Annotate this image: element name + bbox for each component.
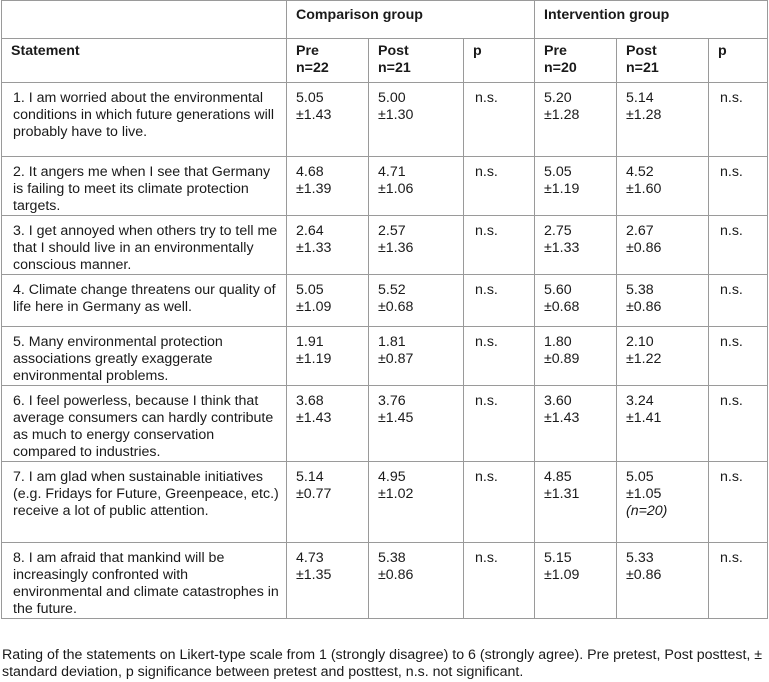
table-row <box>2 157 768 216</box>
intervention-pre-cell: 5.05 ±1.19 <box>535 157 617 216</box>
statement-cell: 7. I am glad when sustainable initiatives (e.g. Fridays for Future, Greenpeace, etc.) receive a lot of public attention. <box>2 462 287 543</box>
intervention-pre-cell: 2.75 ±1.33 <box>535 216 617 275</box>
intervention-post-cell: 5.05 ±1.05 (n=20) <box>617 462 709 543</box>
statement-cell: 8. I am afraid that mankind will be increasingly confronted with environmental and climate catastrophes in the future. <box>2 543 287 619</box>
comparison-p-cell: n.s. <box>464 327 535 386</box>
statement-cell: 5. Many environmental protection associations greatly exaggerate environmental problems. <box>2 327 287 386</box>
table-row <box>2 83 768 157</box>
header-comparison-pre: Pre n=22 <box>287 39 369 83</box>
intervention-post-cell: 5.38 ±0.86 <box>617 275 709 327</box>
intervention-post-cell: 3.24 ±1.41 <box>617 386 709 462</box>
header-intervention-post: Post n=21 <box>617 39 709 83</box>
comparison-p-cell: n.s. <box>464 543 535 619</box>
comparison-post-cell: 5.00 ±1.30 <box>369 83 464 157</box>
comparison-p-cell: n.s. <box>464 462 535 543</box>
statement-cell: 4. Climate change threatens our quality of life here in Germany as well. <box>2 275 287 327</box>
intervention-p-cell: n.s. <box>709 543 768 619</box>
sample-size-note: (n=20) <box>626 503 668 519</box>
comparison-post-cell: 1.81 ±0.87 <box>369 327 464 386</box>
header-intervention-pre: Pre n=20 <box>535 39 617 83</box>
comparison-post-cell: 4.71 ±1.06 <box>369 157 464 216</box>
results-table <box>1 0 768 619</box>
intervention-pre-cell: 4.85 ±1.31 <box>535 462 617 543</box>
group-header-intervention: Intervention group <box>535 1 768 39</box>
statement-cell: 1. I am worried about the environmental conditions in which future generations will probably have to live. <box>2 83 287 157</box>
intervention-p-cell: n.s. <box>709 462 768 543</box>
table-row <box>2 386 768 462</box>
group-header-comparison: Comparison group <box>287 1 535 39</box>
intervention-pre-cell: 1.80 ±0.89 <box>535 327 617 386</box>
statement-cell: 6. I feel powerless, because I think that average consumers can hardly contribute as much to energy conservation compared to industries. <box>2 386 287 462</box>
intervention-post-cell: 5.14 ±1.28 <box>617 83 709 157</box>
header-intervention-p: p <box>709 39 768 83</box>
group-header-blank <box>2 1 287 39</box>
table-row <box>2 543 768 619</box>
intervention-p-cell: n.s. <box>709 386 768 462</box>
statement-cell: 2. It angers me when I see that Germany is failing to meet its climate protection targets. <box>2 157 287 216</box>
intervention-post-cell: 5.33 ±0.86 <box>617 543 709 619</box>
table-caption: Rating of the statements on Likert-type scale from 1 (strongly disagree) to 6 (strongly agree). Pre pretest, Post posttest, ± standard deviation, p significance between pretest and posttest, n.s. not significant. <box>2 647 763 680</box>
comparison-pre-cell: 5.05 ±1.09 <box>287 275 369 327</box>
comparison-post-cell: 2.57 ±1.36 <box>369 216 464 275</box>
comparison-post-cell: 3.76 ±1.45 <box>369 386 464 462</box>
header-statement: Statement <box>2 39 287 83</box>
column-header-row <box>2 39 768 83</box>
comparison-p-cell: n.s. <box>464 386 535 462</box>
intervention-p-cell: n.s. <box>709 216 768 275</box>
intervention-post-cell: 2.67 ±0.86 <box>617 216 709 275</box>
intervention-pre-cell: 5.15 ±1.09 <box>535 543 617 619</box>
comparison-post-cell: 5.38 ±0.86 <box>369 543 464 619</box>
intervention-post-cell: 2.10 ±1.22 <box>617 327 709 386</box>
intervention-p-cell: n.s. <box>709 83 768 157</box>
comparison-pre-cell: 2.64 ±1.33 <box>287 216 369 275</box>
comparison-p-cell: n.s. <box>464 275 535 327</box>
intervention-post-cell: 4.52 ±1.60 <box>617 157 709 216</box>
intervention-pre-cell: 5.60 ±0.68 <box>535 275 617 327</box>
comparison-p-cell: n.s. <box>464 83 535 157</box>
intervention-p-cell: n.s. <box>709 157 768 216</box>
comparison-p-cell: n.s. <box>464 216 535 275</box>
header-comparison-p: p <box>464 39 535 83</box>
statement-cell: 3. I get annoyed when others try to tell me that I should live in an environmentally conscious manner. <box>2 216 287 275</box>
table-row <box>2 327 768 386</box>
comparison-pre-cell: 5.05 ±1.43 <box>287 83 369 157</box>
comparison-pre-cell: 4.68 ±1.39 <box>287 157 369 216</box>
comparison-pre-cell: 5.14 ±0.77 <box>287 462 369 543</box>
comparison-pre-cell: 4.73 ±1.35 <box>287 543 369 619</box>
comparison-post-cell: 5.52 ±0.68 <box>369 275 464 327</box>
intervention-pre-cell: 5.20 ±1.28 <box>535 83 617 157</box>
table-row <box>2 216 768 275</box>
comparison-pre-cell: 3.68 ±1.43 <box>287 386 369 462</box>
comparison-pre-cell: 1.91 ±1.19 <box>287 327 369 386</box>
header-comparison-post: Post n=21 <box>369 39 464 83</box>
table-row <box>2 275 768 327</box>
group-header-row <box>2 1 768 39</box>
table-row <box>2 462 768 543</box>
intervention-pre-cell: 3.60 ±1.43 <box>535 386 617 462</box>
intervention-p-cell: n.s. <box>709 327 768 386</box>
intervention-p-cell: n.s. <box>709 275 768 327</box>
comparison-post-cell: 4.95 ±1.02 <box>369 462 464 543</box>
comparison-p-cell: n.s. <box>464 157 535 216</box>
